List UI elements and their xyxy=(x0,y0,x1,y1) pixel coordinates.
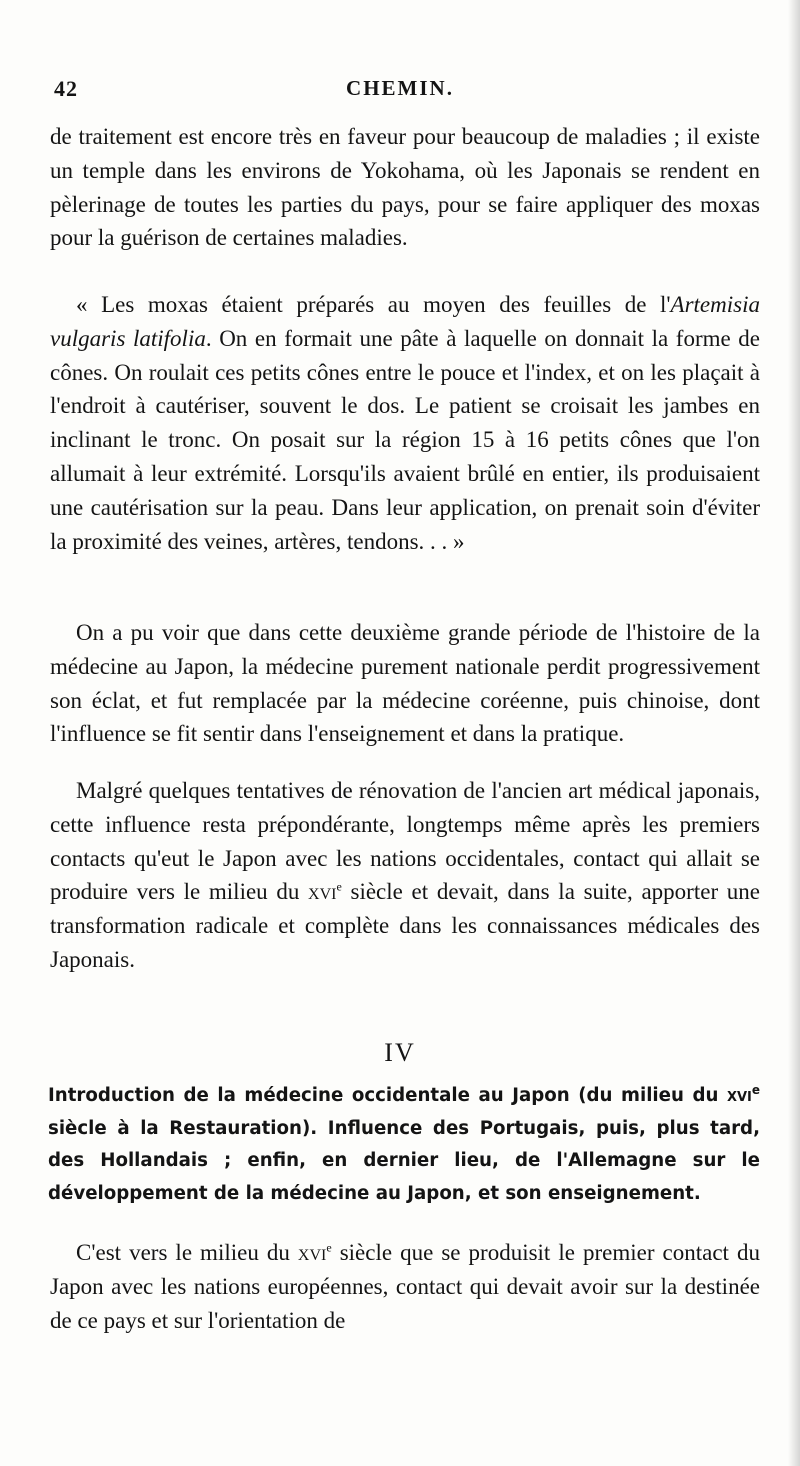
heading-segment: siècle à la Restauration). Influence des Portugais, puis, plus tard, des Hollandais ; enfin, en dernier lieu, de l'Allemagne sur le développement de la médecine au Japon, et son enseignement. xyxy=(48,1117,760,1204)
botanical-name: Artemisia vulgaris latifolia xyxy=(50,292,760,351)
running-title: CHEMIN. xyxy=(346,76,454,100)
section-heading xyxy=(48,1080,760,1210)
section-numeral: IV xyxy=(384,1038,416,1067)
heading-century-superscript: e xyxy=(751,1082,760,1097)
page-number: 42 xyxy=(54,76,78,101)
quote-text xyxy=(50,288,760,558)
text-segment: Malgré quelques tentatives de rénovation de l'ancien art médical japonais, cette influence resta prépondérante, longtemps même après les premiers contacts qu'eut le Japon avec les nations occidentales, contact qui allait se produire vers le milieu du xyxy=(50,778,760,905)
text-segment: C'est vers le milieu du xyxy=(76,1240,298,1265)
century-superscript: e xyxy=(326,1240,332,1255)
text-segment: siècle que se produisit le premier contact du Japon avec les nations européennes, contact qui devait avoir sur la destinée de ce pays et sur l'orientation de xyxy=(50,1240,760,1333)
paragraph-second-period xyxy=(50,616,760,751)
quote-opening: « Les moxas étaient préparés au moyen des feuilles de l' xyxy=(76,292,671,317)
paragraph-text: de traitement est encore très en faveur pour beaucoup de maladies ; il existe un temple dans les environs de Yokohama, où les Japonais se rendent en pèlerinage de toutes les parties du pays, pour se faire appliquer des moxas pour la guérison de certaines maladies. xyxy=(50,124,760,251)
quote-continuation: . On en formait une pâte à laquelle on donnait la forme de cônes. On roulait ces petits cônes entre le pouce et l'index, et on les plaçait à l'endroit à cautériser, souvent le dos. Le patient se croisait les jambes en inclinant le tronc. On posait sur la région 15 à 16 petits cônes que l'on allumait à leur extrémité. Lorsqu'ils avaient brûlé en entier, ils produisaient une cautérisation sur la peau. Dans leur application, on prenait soin d'éviter la proximité des veines, artères, tendons. . . » xyxy=(50,325,761,554)
paragraph-moxa-quote xyxy=(50,288,760,558)
century-numeral: xvi xyxy=(297,1240,327,1265)
paragraph-text: On a pu voir que dans cette deuxième grande période de l'histoire de la médecine au Japon, la médecine purement nationale perdit progressivement son éclat, et fut remplacée par la médecine coréenne, puis chinoise, dont l'influence se fit sentir dans l'enseignement et dans la pratique. xyxy=(50,620,760,747)
heading-segment: Introduction de la médecine occidentale au Japon (du milieu du xyxy=(48,1085,727,1106)
paragraph-first-contact xyxy=(50,1236,760,1337)
paragraph-text xyxy=(50,1236,760,1337)
paragraph-moxa-temple xyxy=(50,120,760,255)
century-superscript: e xyxy=(336,879,342,894)
century-numeral: xvi xyxy=(308,879,337,905)
page-edge-shadow xyxy=(788,0,800,1466)
heading-century-numeral: xvi xyxy=(726,1085,752,1106)
paragraph-text xyxy=(50,774,760,977)
text-segment: siècle et devait, dans la suite, apporter une transformation radicale et complète dans les connaissances médicales des Japonais. xyxy=(50,879,760,972)
paragraph-western-contact xyxy=(50,774,760,977)
